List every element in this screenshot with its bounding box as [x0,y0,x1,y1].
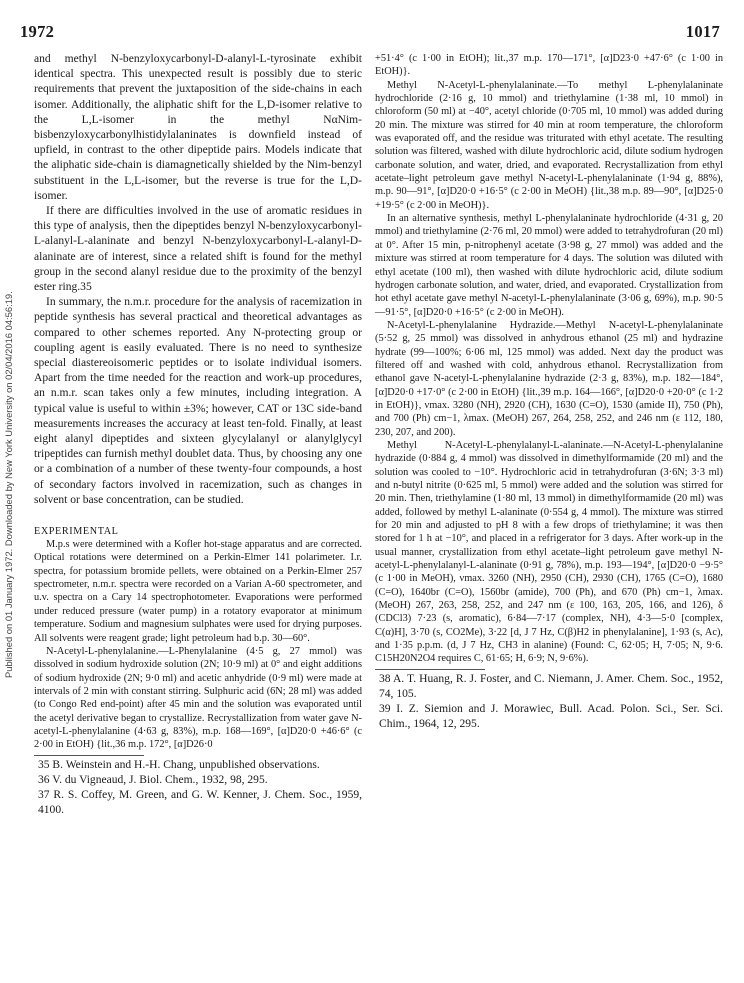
footnote-rule [34,755,144,756]
paragraph: M.p.s were determined with a Kofler hot-stage apparatus and are corrected. Optical rotations were determined on a Perkin-Elmer 141 polarimeter. I.r. spectra, for potassium bromide pellets, were obtained on a Perkin-Elmer 257 spectrometer, n.m.r. spectra were recorded on a Varian A-60 spectrometer, and u.v. spectra on a Cary 14 spectrophotometer. Evaporations were performed under reduced pressure (water pump) in a rotatory evaporator at minimum temperature. Sodium and magnesium sulphates were used for drying purposes. All solvents were reagent grade; light petroleum had b.p. 30—60°. [34,539,362,644]
paragraph: Methyl N-Acetyl-L-phenylalanyl-L-alaninate.—N-Acetyl-L-phenylalanine hydrazide (0·884 g, 4 mmol) was dissolved in dimethylformamide (20 ml) and the solution was cooled to −10°. Hydrochloric acid in tetrahydrofuran (3·6N; 3·3 ml) and n-butyl nitrite (0·625 ml, 5 mmol) were added and the solution was stirred for 20 min. Then, triethylamine (1·80 ml, 13 mmol) in dimethylformamide (20 ml) was added, followed by methyl L-alaninate (0·554 g, 4 mmol). The mixture was stirred for 20 min and adjusted to pH 8 with a few drops of triethylamine; it was then stored for 1 h at −10°, and placed in a refrigerator for 3 days. After work-up in the usual manner, crystallization from ethyl acetate–light petroleum gave methyl N-acetyl-L-phenylalanyl-L-alaninate (0·91 g, 78%), m.p. 193—194°, [α]D20·0 −9·5° (c 1·00 in MeOH), νmax. 3260 (NH), 2950 (CH), 2930 (CH), 1765 (C=O), 1680 (C=O), 1640br (C=O), 1560br (amide), 700 (Ph), and 670 (Ph) cm−1, λmax. (MeOH) 267, 263, 258, 252, and 247 nm (ε 100, 163, 205, 166, and 126), δ (CDCl3) 7·23 (s, aromatic), 6·84—7·17 (complex, NH), 4·3—5·0 [complex, C(α)H], 3·70 (s, CO2Me), 3·22 [d, J 7 Hz, C(β)H2 in phenylalanine], 1·93 (s, Ac), and 1·35 p.p.m. (d, J 7 Hz, CH3 in alanine) (Found: C, 62·05; H, 7·05; N, 9·6. C15H20N2O4 requires C, 61·65; H, 6·9; N, 9·6%). [375,439,723,665]
footnote: 35 B. Weinstein and H.-H. Chang, unpublished observations. [38,758,320,771]
paragraph: +51·4° (c 1·00 in EtOH); lit.,37 m.p. 170—171°, [α]D23·0 +47·6° (c 1·00 in EtOH)}. [375,53,723,78]
paragraph: N-Acetyl-L-phenylalanine Hydrazide.—Methyl N-acetyl-L-phenylalaninate (5·52 g, 25 mmol) was dissolved in anhydrous ethanol (25 ml) and hydrazine hydrate (99—100%; 6·06 ml, 125 mmol) was added. Next day the product was filtered off and washed with cold, anhydrous ethanol. Recrystallization from ethanol gave N-acetyl-L-phenylalanine hydrazide (2·3 g, 83%), m.p. 182—184°, [α]D20·0 +17·0° (c 2·00 in EtOH) {lit.,39 m.p. 164—166°, [α]D20·0 +20·0° (c 1·2 in EtOH)}, νmax. 3280 (NH), 2920 (CH), 1630 (C=O), 1530 (amide II), 750 (Ph), and 700 (Ph) cm−1, λmax. (MeOH) 267, 264, 258, 252, and 246 nm (ε 112, 180, 230, 207, and 200). [375,319,723,438]
footnote: 36 V. du Vigneaud, J. Biol. Chem., 1932, 98, 295. [38,773,268,786]
page-number-right: 1017 [685,22,720,41]
left-column [34,52,362,818]
right-column [375,52,723,733]
footnote: 39 I. Z. Siemion and J. Morawiec, Bull. Acad. Polon. Sci., Ser. Sci. Chim., 1964, 12, 295. [379,703,723,731]
paragraph: N-Acetyl-L-phenylalanine.—L-Phenylalanine (4·5 g, 27 mmol) was dissolved in sodium hydroxide solution (2N; 10·9 ml) at 0° and eight additions of sodium hydroxide (2N; 9·0 ml) and acetic anhydride (0·9 ml) were made at intervals of 2 min with constant stirring. Sulphuric acid (6N; 28 ml) was added (to Congo Red end-point) after 45 min and the solution was evaporated until the acetyl derivative began to crystallize. Recrystallization from water gave N-acetyl-L-phenylalanine (4·63 g, 83%), m.p. 168—169°, [α]D20·0 +46·6° (c 2·00 in EtOH) {lit.,36 m.p. 172°, [α]D26·0 [34,645,362,751]
footnote: 38 A. T. Huang, R. J. Foster, and C. Niemann, J. Amer. Chem. Soc., 1952, 74, 105. [379,672,723,701]
download-watermark: Published on 01 January 1972. Downloaded by New York University on 02/04/2016 04:56:19. [3,291,14,679]
paragraph: In an alternative synthesis, methyl L-phenylalaninate hydrochloride (4·31 g, 20 mmol) and triethylamine (2·76 ml, 20 mmol) were added to tetrahydrofuran (20 ml) at 0°. After 15 min, p-nitrophenyl acetate (3·98 g, 27 mmol) was added and the mixture was stirred at room temperature for 4 days. The solution was diluted with ethyl acetate (100 ml), then washed with dilute hydrochloric acid, dilute sodium hydrogen carbonate solution, and water, dried, and evaporated. Crystallization from hot ethyl acetate gave methyl N-acetyl-L-phenylalaninate (3·06 g, 69%), m.p. 90·5—91·5°, [α]D20·0 +16·5° (c 2·00 in MeOH). [375,213,723,318]
page-number-left: 1972 [20,22,55,41]
footnote-rule [375,669,485,670]
paragraph: and methyl N-benzyloxycarbonyl-D-alanyl-L-tyrosinate exhibit identical spectra. This unexpected result is possibly due to steric requirements that prevent the juxtaposition of the side-chains in each isomer. Additionally, the aliphatic shift for the L,D-isomer relative to the L,L-isomer in the methyl NαNim-bisbenzyloxycarbonylhistidylalaninates is downfield instead of upfield, in contrast to the other dipeptide pairs. Models indicate that the aliphatic side-chain is diamagnetically shielded by the Nim-benzyl substituent in the L,L-isomer, but the reverse is true for the L,D-isomer. [34,53,362,202]
paragraph: In summary, the n.m.r. procedure for the analysis of racemization in peptide synthesis has several practical and theoretical advantages as compared to other schemes reported. Any N-protecting group or coupling agent is easily evaluated. There is no need to synthesize special diastereoisomeric peptides or to isolate individual isomers. Apart from the time needed for the reaction and work-up procedures, an n.m.r. scan takes only a few minutes, including integration. A typical value is useful to within ±3%; however, CAT or 13C side-band measurements increases the accuracy at least ten-fold. Finally, at least eight alanyl dipeptides and sixteen glycylalanyl or alanylglycyl tripeptides can furnish methyl doublet data. Thus, by choosing any one or a combination of a number of these twenty-four compounds, a host of secondary factors involved in racemization, such as changes in solvent or base concentration, can be studied. [34,296,362,506]
section-heading: EXPERIMENTAL [34,526,119,538]
footnote: 37 R. S. Coffey, M. Green, and G. W. Kenner, J. Chem. Soc., 1959, 4100. [38,789,362,817]
paragraph: If there are difficulties involved in the use of aromatic residues in this type of analysis, then the dipeptides benzyl N-benzyloxycarbonyl-L-alanyl-L-alaninate and benzyl N-benzyloxycarbonyl-L-alanyl-D-alaninate are of interest, since a related shift is found for the methyl group in the second alanyl residue due to the proximity of the benzyl ester ring.35 [34,205,362,294]
paragraph: Methyl N-Acetyl-L-phenylalaninate.—To methyl L-phenylalaninate hydrochloride (2·16 g, 10 mmol) and triethylamine (1·38 ml, 10 mmol) in chloroform (50 ml) at −40°, acetyl chloride (0·705 ml, 10 mmol) was added during 20 min. The mixture was stirred for 40 min at room temperature, the chloroform was evaporated off, and the residue was triturated with ethyl acetate. The resulting solution was filtered, washed with dilute hydrochloric acid, dilute sodium hydrogen carbonate solution, and water, dried, and evaporated. Recrystallization from ethyl acetate–light petroleum gave methyl N-acetyl-L-phenylalaninate (1·94 g, 88%), m.p. 90—91°, [α]D20·0 +16·5° (c 2·00 in MeOH) {lit.,38 m.p. 89—90°, [α]D25·0 +19·5° (c 2·00 in MeOH)}. [375,79,723,211]
